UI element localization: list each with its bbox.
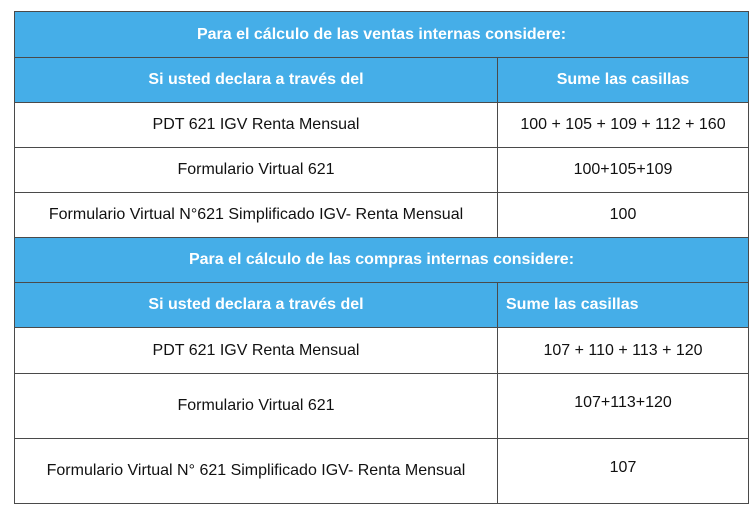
purchases-section-title: Para el cálculo de las compras internas considere: <box>15 238 749 283</box>
declaration-form-cell: PDT 621 IGV Renta Mensual <box>15 103 498 148</box>
boxes-sum-cell: 100 <box>498 193 749 238</box>
table-row <box>15 374 749 439</box>
sales-col-declaration-header: Si usted declara a través del <box>15 58 498 103</box>
purchases-col-boxes-header: Sume las casillas <box>498 283 749 328</box>
sales-header-row <box>15 58 749 103</box>
purchases-col-declaration-header: Si usted declara a través del <box>15 283 498 328</box>
declaration-form-cell: Formulario Virtual 621 <box>15 374 498 439</box>
boxes-sum-cell: 107 + 110 + 113 + 120 <box>498 328 749 374</box>
purchases-header-row <box>15 283 749 328</box>
table-row <box>15 328 749 374</box>
sales-col-boxes-header: Sume las casillas <box>498 58 749 103</box>
declaration-form-cell: Formulario Virtual N° 621 Simplificado IGV- Renta Mensual <box>15 439 498 504</box>
boxes-sum-cell: 100 + 105 + 109 + 112 + 160 <box>498 103 749 148</box>
tax-boxes-table-container <box>14 11 748 504</box>
boxes-sum-cell: 107+113+120 <box>498 374 749 439</box>
table-row <box>15 439 749 504</box>
sales-section-title: Para el cálculo de las ventas internas considere: <box>15 12 749 58</box>
declaration-form-cell: Formulario Virtual 621 <box>15 148 498 193</box>
boxes-sum-cell: 107 <box>498 439 749 504</box>
sales-section-banner-row <box>15 12 749 58</box>
table-row <box>15 148 749 193</box>
tax-boxes-table <box>14 11 749 504</box>
purchases-section-banner-row <box>15 238 749 283</box>
declaration-form-cell: PDT 621 IGV Renta Mensual <box>15 328 498 374</box>
boxes-sum-cell: 100+105+109 <box>498 148 749 193</box>
table-row <box>15 103 749 148</box>
table-row <box>15 193 749 238</box>
declaration-form-cell: Formulario Virtual N°621 Simplificado IGV- Renta Mensual <box>15 193 498 238</box>
